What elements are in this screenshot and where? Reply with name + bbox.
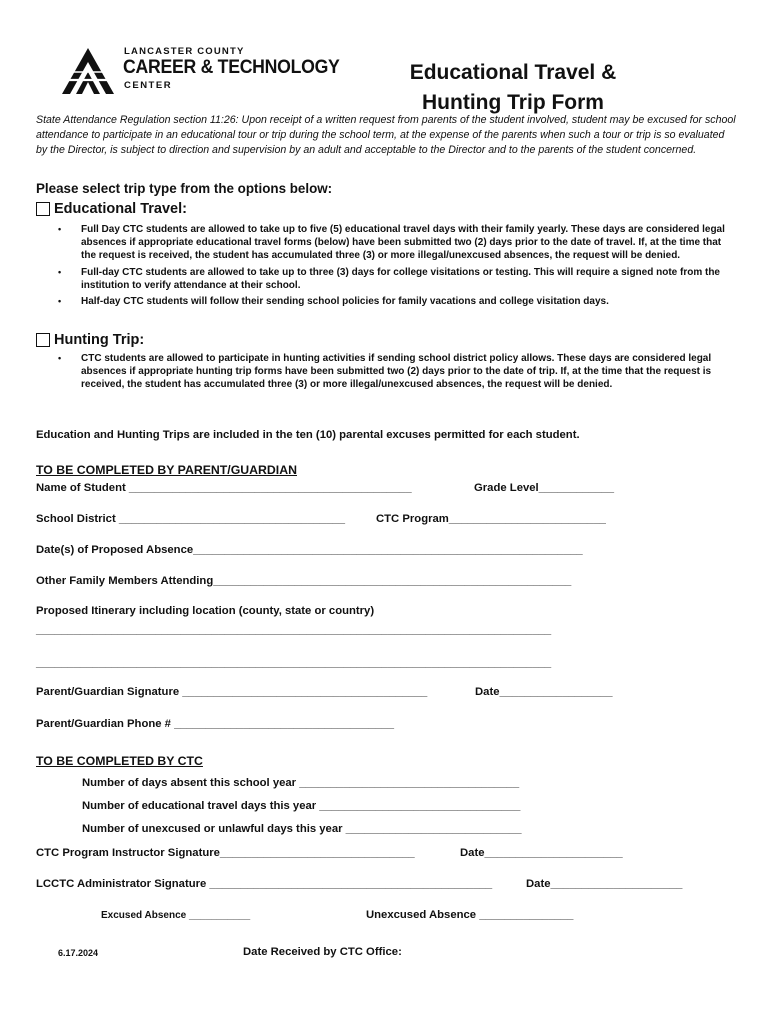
- hunting-trip-option[interactable]: [36, 332, 144, 348]
- hunting-trip-checkbox[interactable]: [36, 333, 50, 347]
- version-date: 6.17.2024: [58, 948, 99, 958]
- administrator-date-field[interactable]: Date_____________________: [526, 878, 683, 890]
- itinerary-line-1[interactable]: __________________________________________________________________________________: [36, 624, 552, 636]
- parent-signature-date-field[interactable]: Date__________________: [475, 686, 613, 698]
- hunting-bullets: [58, 352, 738, 395]
- educational-travel-label: Educational Travel:: [54, 201, 187, 217]
- list-item: [58, 266, 738, 292]
- bullet-text: CTC students are allowed to participate in hunting activities if sending school district policy allows. These days are considered legal absences if appropriate hunting trip forms have been submitted two (2) days prior to the date of trip. If, at the time that the request is received, the student has accumulated three (3) or more illegal/unexcused absences, the request will be denied.: [81, 353, 712, 391]
- select-heading: Please select trip type from the options below:: [36, 181, 333, 196]
- date-received-label: Date Received by CTC Office:: [243, 946, 402, 958]
- proposed-absence-dates-field[interactable]: Date(s) of Proposed Absence______________________________________________________________: [36, 544, 583, 556]
- unexcused-days-field[interactable]: Number of unexcused or unlawful days this year ____________________________: [82, 823, 522, 835]
- educational-travel-option[interactable]: [36, 201, 187, 217]
- itinerary-label: Proposed Itinerary including location (county, state or country): [36, 605, 375, 617]
- ctc-program-field[interactable]: CTC Program_________________________: [376, 513, 606, 525]
- bullet-text: Half-day CTC students will follow their sending school policies for family vacations and college visitation days.: [81, 296, 609, 308]
- school-logo: [58, 44, 340, 100]
- parent-signature-field[interactable]: Parent/Guardian Signature _______________________________________: [36, 686, 428, 698]
- days-absent-field[interactable]: Number of days absent this school year ___________________________________: [82, 777, 520, 789]
- title-line1: Educational Travel &: [409, 61, 617, 84]
- parent-section-heading: TO BE COMPLETED BY PARENT/GUARDIAN: [36, 463, 297, 477]
- educational-bullets: [58, 223, 738, 311]
- regulation-text: State Attendance Regulation section 11:26: Upon receipt of a written request from parents of the student involved, student may be excused for school attendance to participate in an educational tour or trip during the school term, at the expense of the parents when such a tour or trip is so evaluated by the Director, is subject to direction and supervision by an adult and acceptable to the Director and to the parents of the student concerned.: [36, 114, 736, 156]
- instructor-signature-field[interactable]: CTC Program Instructor Signature_______________________________: [36, 847, 415, 859]
- administrator-signature-field[interactable]: LCCTC Administrator Signature _____________________________________________: [36, 878, 493, 890]
- ctc-section-heading: TO BE COMPLETED BY CTC: [36, 754, 203, 768]
- hunting-trip-label: Hunting Trip:: [54, 332, 145, 348]
- excuse-note: Education and Hunting Trips are included in the ten (10) parental excuses permitted for each student.: [36, 429, 580, 441]
- logo-line1: LANCASTER COUNTY: [124, 46, 245, 57]
- itinerary-line-2[interactable]: __________________________________________________________________________________: [36, 657, 552, 669]
- title-line2: Hunting Trip Form: [422, 91, 604, 114]
- school-district-field[interactable]: School District ____________________________________: [36, 513, 346, 525]
- educational-days-field[interactable]: Number of educational travel days this year ________________________________: [82, 800, 521, 812]
- list-item: [58, 352, 738, 392]
- unexcused-absence-field[interactable]: Unexcused Absence _______________: [366, 909, 574, 921]
- page-title: [360, 58, 666, 118]
- student-name-field[interactable]: Name of Student _____________________________________________: [36, 482, 412, 494]
- list-item: [58, 295, 738, 308]
- logo-line3: CENTER: [124, 80, 173, 91]
- bullet-icon: •: [58, 296, 62, 307]
- bullet-icon: •: [58, 266, 62, 277]
- grade-level-field[interactable]: Grade Level____________: [474, 482, 615, 494]
- bullet-icon: •: [58, 353, 62, 363]
- bullet-text: Full-day CTC students are allowed to take up to three (3) days for college visitations or testing. This will require a signed note from the institution to verify attendance at their school.: [81, 266, 720, 291]
- instructor-date-field[interactable]: Date______________________: [460, 847, 623, 859]
- excused-absence-field[interactable]: Excused Absence ___________: [101, 910, 251, 921]
- logo-line2: CAREER & TECHNOLOGY: [123, 57, 340, 78]
- other-family-members-field[interactable]: Other Family Members Attending_________________________________________________________: [36, 575, 572, 587]
- bullet-icon: •: [58, 224, 62, 234]
- educational-travel-checkbox[interactable]: [36, 202, 50, 216]
- list-item: [58, 223, 738, 263]
- parent-phone-field[interactable]: Parent/Guardian Phone # ___________________________________: [36, 718, 395, 730]
- bullet-text: Full Day CTC students are allowed to take up to five (5) educational travel days with their family yearly. These days are considered legal absences if appropriate educational travel forms (below) have been submitted two (2) days prior to the date of travel. If, at the time that the request is received, the student has accumulated three (3) or more illegal/unexcused absences, the request will be denied.: [81, 224, 725, 262]
- logo-mark-icon: [58, 44, 122, 98]
